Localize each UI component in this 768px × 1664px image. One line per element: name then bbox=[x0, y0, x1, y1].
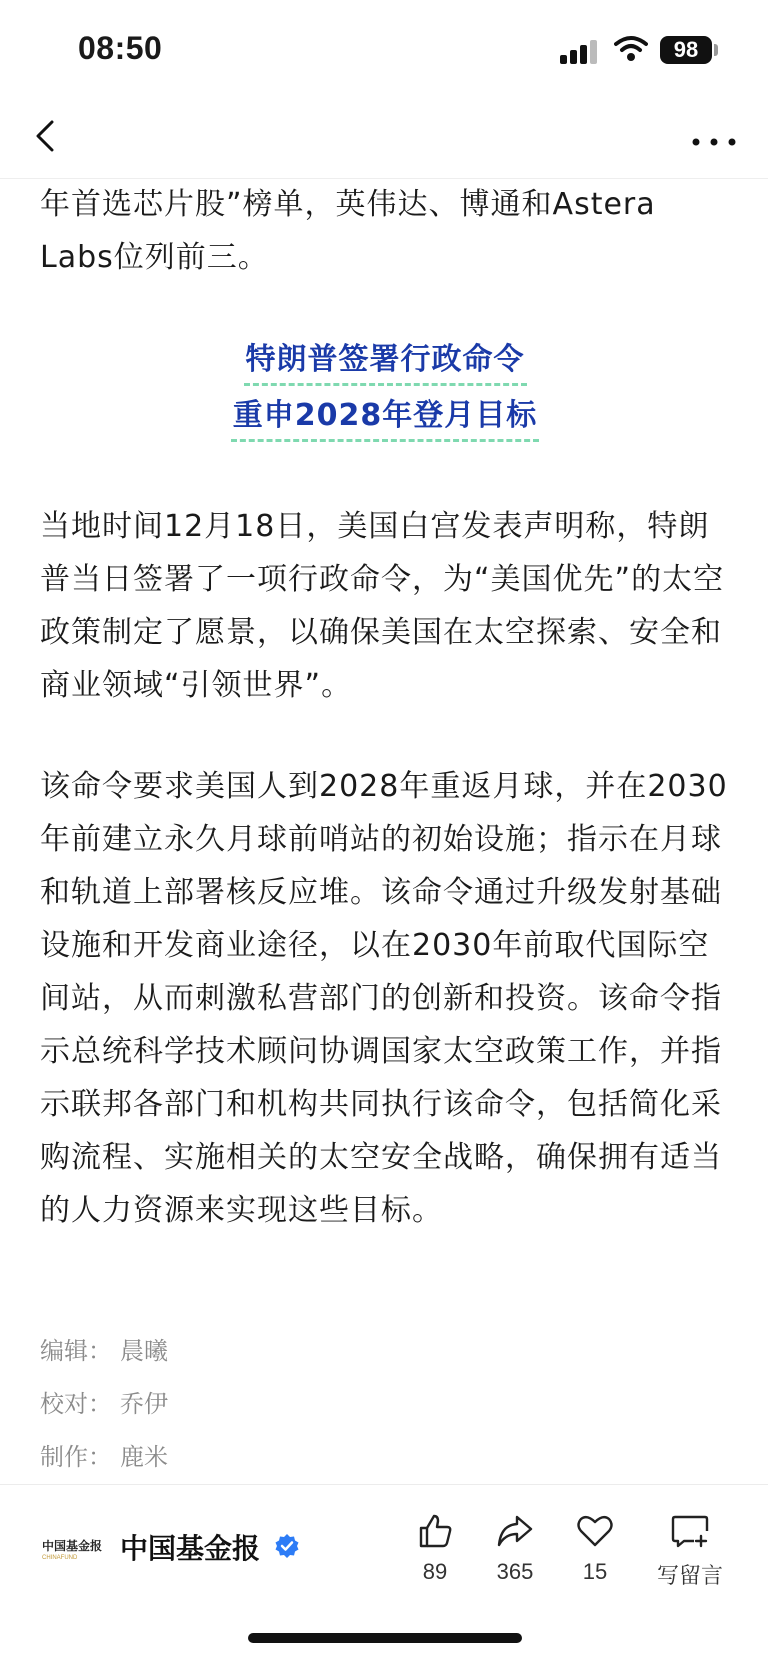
heart-icon bbox=[575, 1511, 615, 1551]
credit-proofreader: 校对： 乔伊 bbox=[40, 1390, 168, 1418]
share-count: 365 bbox=[496, 1559, 534, 1584]
credit-producer: 制作： 鹿米 bbox=[40, 1443, 168, 1471]
like-button[interactable] bbox=[400, 1511, 470, 1585]
section-heading bbox=[40, 340, 730, 452]
more-options-icon[interactable] bbox=[684, 114, 744, 158]
thumbs-up-icon bbox=[415, 1511, 455, 1551]
status-time: 08:50 bbox=[78, 30, 163, 66]
wifi-icon bbox=[614, 34, 648, 62]
heading-line-2: 重申2028年登月目标 bbox=[231, 396, 540, 442]
favorite-count: 15 bbox=[582, 1559, 608, 1584]
write-comment-label: 写留言 bbox=[656, 1563, 723, 1588]
share-arrow-icon bbox=[495, 1511, 535, 1551]
status-bar bbox=[0, 0, 768, 100]
comment-icon bbox=[670, 1511, 710, 1551]
intro-paragraph: 年首选芯片股”榜单，英伟达、博通和Astera Labs位列前三。 bbox=[40, 187, 656, 275]
account-name[interactable]: 中国基金报 bbox=[120, 1532, 261, 1565]
write-comment-button[interactable] bbox=[652, 1511, 728, 1590]
article-body bbox=[40, 178, 730, 1237]
back-arrow-icon[interactable] bbox=[26, 114, 70, 158]
nav-bar bbox=[0, 100, 768, 179]
share-button[interactable] bbox=[480, 1511, 550, 1585]
credit-editor: 编辑： 晨曦 bbox=[40, 1337, 168, 1365]
article-credits bbox=[40, 1325, 176, 1484]
favorite-button[interactable] bbox=[560, 1511, 630, 1585]
brand-logo[interactable]: 中国基金报 CHINAFUND bbox=[42, 1539, 103, 1561]
paragraph: 该命令要求美国人到2028年重返月球，并在2030年前建立永久月球前哨站的初始设施；指示在月球和轨道上部署核反应堆。该命令通过升级发射基础设施和开发商业途径，以在2030年前取代国际空间站，从而刺激私营部门的创新和投资。该命令指示总统科学技术顾问协调国家太空政策工作，并指示联邦各部门和机构共同执行该命令，包括简化采购流程、实施相关的太空安全战略，确保拥有适当的人力资源来实现这些目标。 bbox=[40, 769, 728, 1228]
battery-tip bbox=[714, 44, 718, 56]
like-count: 89 bbox=[422, 1559, 448, 1584]
verified-badge-icon bbox=[274, 1533, 300, 1559]
battery-icon: 98 bbox=[660, 36, 712, 64]
home-indicator[interactable] bbox=[248, 1633, 522, 1643]
paragraph: 当地时间12月18日，美国白宫发表声明称，特朗普当日签署了一项行政命令，为“美国优先”的太空政策制定了愿景，以确保美国在太空探索、安全和商业领域“引领世界”。 bbox=[40, 509, 725, 703]
cellular-signal-icon bbox=[560, 38, 600, 64]
heading-line-1: 特朗普签署行政命令 bbox=[244, 340, 527, 386]
